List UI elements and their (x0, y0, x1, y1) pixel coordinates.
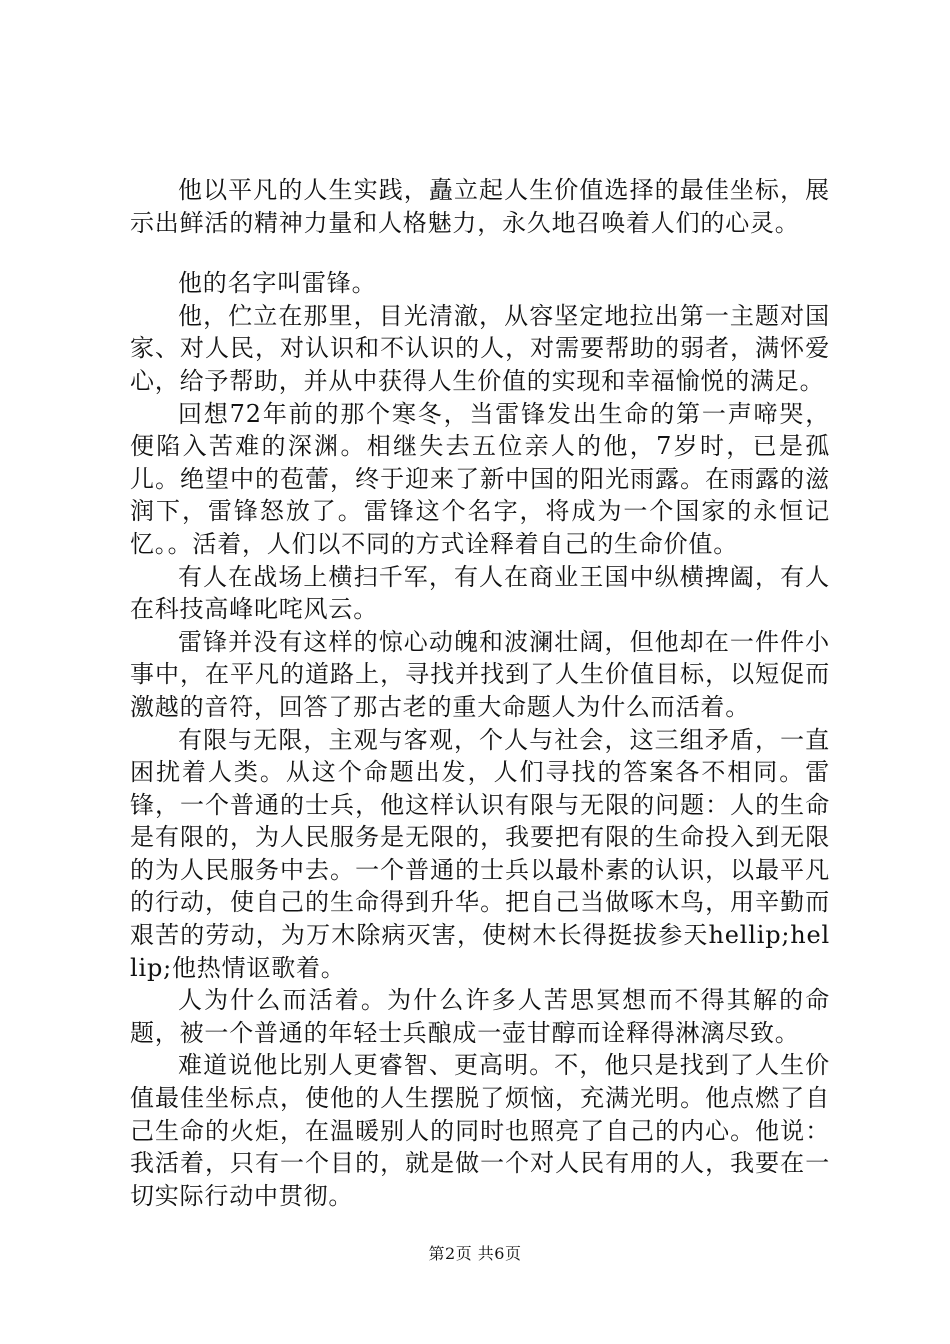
paragraph: 回想72年前的那个寒冬，当雷锋发出生命的第一声啼哭，便陷入苦难的深渊。相继失去五位亲人的他，7岁时，已是孤儿。绝望中的苞蕾，终于迎来了新中国的阳光雨露。在雨露的滋润下，雷锋怒放了。雷锋这个名字，将成为一个国家的永恒记忆。。活着，人们以不同的方式诠释着自己的生命价值。 (130, 399, 830, 558)
paragraph: 难道说他比别人更睿智、更高明。不，他只是找到了人生价值最佳坐标点，使他的人生摆脱了烦恼，充满光明。他点燃了自己生命的火炬，在温暖别人的同时也照亮了自己的内心。他说：我活着，只有一个目的，就是做一个对人民有用的人，我要在一切实际行动中贯彻。 (130, 1051, 830, 1210)
paragraph: 雷锋并没有这样的惊心动魄和波澜壮阔，但他却在一件件小事中，在平凡的道路上，寻找并找到了人生价值目标，以短促而激越的音符，回答了那古老的重大命题人为什么而活着。 (130, 627, 830, 721)
paragraph-name: 他的名字叫雷锋。 (178, 269, 377, 298)
paragraph: 有人在战场上横扫千军，有人在商业王国中纵横捭阖，有人在科技高峰叱咤风云。 (130, 562, 830, 624)
paragraph: 他，伫立在那里，目光清澈，从容坚定地拉出第一主题对国家、对人民，对认识和不认识的人，对需要帮助的弱者，满怀爱心，给予帮助，并从中获得人生价值的实现和幸福愉悦的满足。 (130, 301, 830, 395)
page-number-footer: 第2页 共6页 (428, 1244, 522, 1263)
paragraph: 有限与无限，主观与客观，个人与社会，这三组矛盾，一直困扰着人类。从这个命题出发，人们寻找的答案各不相同。雷锋，一个普通的士兵，他这样认识有限与无限的问题：人的生命是有限的，为人民服务是无限的，我要把有限的生命投入到无限的为人民服务中去。一个普通的士兵以最朴素的认识，以最平凡的行动，使自己的生命得到升华。把自己当做啄木鸟，用辛勤而艰苦的劳动，为万木除病灭害，使树木长得挺拔参天hellip;hellip;他热情讴歌着。 (130, 725, 830, 982)
paragraph: 人为什么而活着。为什么许多人苦思冥想而不得其解的命题，被一个普通的年轻士兵酿成一壶甘醇而诠释得淋漓尽致。 (130, 986, 830, 1047)
paragraph-intro: 他以平凡的人生实践，矗立起人生价值选择的最佳坐标，展示出鲜活的精神力量和人格魅力，永久地召唤着人们的心灵。 (130, 176, 830, 237)
document-body (130, 174, 830, 1212)
